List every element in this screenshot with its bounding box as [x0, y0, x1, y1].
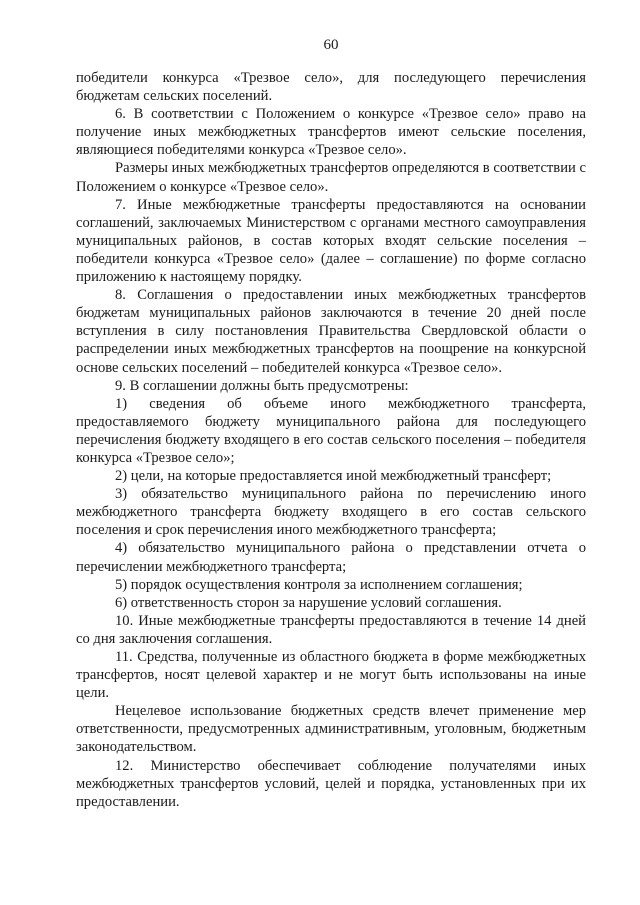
list-item-9-1: 1) сведения об объеме иного межбюджетного трансферта, предоставляемого бюджету муниципального района для последующего перечисления бюджету входящего в его состав сельского поселения – победителя конкурса «Трезвое село»; [76, 395, 586, 466]
paragraph-item-6: 6. В соответствии с Положением о конкурсе «Трезвое село» право на получение иных межбюджетных трансфертов имеют сельские поселения, являющиеся победителями конкурса «Трезвое село». [76, 106, 586, 159]
paragraph-item-11: 11. Средства, полученные из областного бюджета в форме межбюджетных трансфертов, носят целевой характер и не могут быть использованы на иные цели. [76, 649, 586, 702]
list-item-9-2: 2) цели, на которые предоставляется иной межбюджетный трансферт; [115, 468, 552, 485]
list-item-9-6: 6) ответственность сторон за нарушение условий соглашения. [115, 594, 502, 611]
list-item-9-5: 5) порядок осуществления контроля за исполнением соглашения; [115, 576, 523, 593]
paragraph-item-10: 10. Иные межбюджетные трансферты предоставляются в течение 14 дней со дня заключения соглашения. [76, 612, 586, 647]
page-number: 60 [323, 37, 339, 53]
paragraph-item-7: 7. Иные межбюджетные трансферты предоставляются на основании соглашений, заключаемых Министерством с органами местного самоуправления муниципальных районов, в состав которых входят сельские поселения – победители конкурса «Трезвое село» (далее – соглашение) по форме согласно приложению к настоящему порядку. [76, 196, 586, 286]
paragraph-item-8: 8. Соглашения о предоставлении иных межбюджетных трансфертов бюджетам муниципальных районов заключаются в течение 20 дней после вступления в силу постановления Правительства Свердловской области о распределении иных межбюджетных трансфертов на поощрение на конкурсной основе сельских поселений – победителей конкурса «Трезвое село». [76, 287, 586, 376]
paragraph-transfer-sizes: Размеры иных межбюджетных трансфертов определяются в соответствии с Положением о конкурсе «Трезвое село». [76, 160, 586, 195]
paragraph-item-9: 9. В соглашении должны быть предусмотрены: [115, 377, 409, 394]
list-item-9-3: 3) обязательство муниципального района по перечислению иного межбюджетного трансферта бюджету входящего в его состав сельского поселения и срок перечисления иного межбюджетного трансферта; [76, 486, 586, 539]
paragraph-continuation: победители конкурса «Трезвое село», для последующего перечисления бюджетам сельских поселений. [76, 70, 586, 105]
paragraph-item-12: 12. Министерство обеспечивает соблюдение получателями иных межбюджетных трансфертов условий, целей и порядка, установленных при их предоставлении. [76, 757, 586, 810]
document-body [76, 69, 586, 811]
list-item-9-4: 4) обязательство муниципального района о представлении отчета о перечислении межбюджетного трансферта; [76, 540, 586, 575]
paragraph-misuse: Нецелевое использование бюджетных средств влечет применение мер ответственности, предусмотренных административным, уголовным, бюджетным законодательством. [76, 703, 586, 756]
